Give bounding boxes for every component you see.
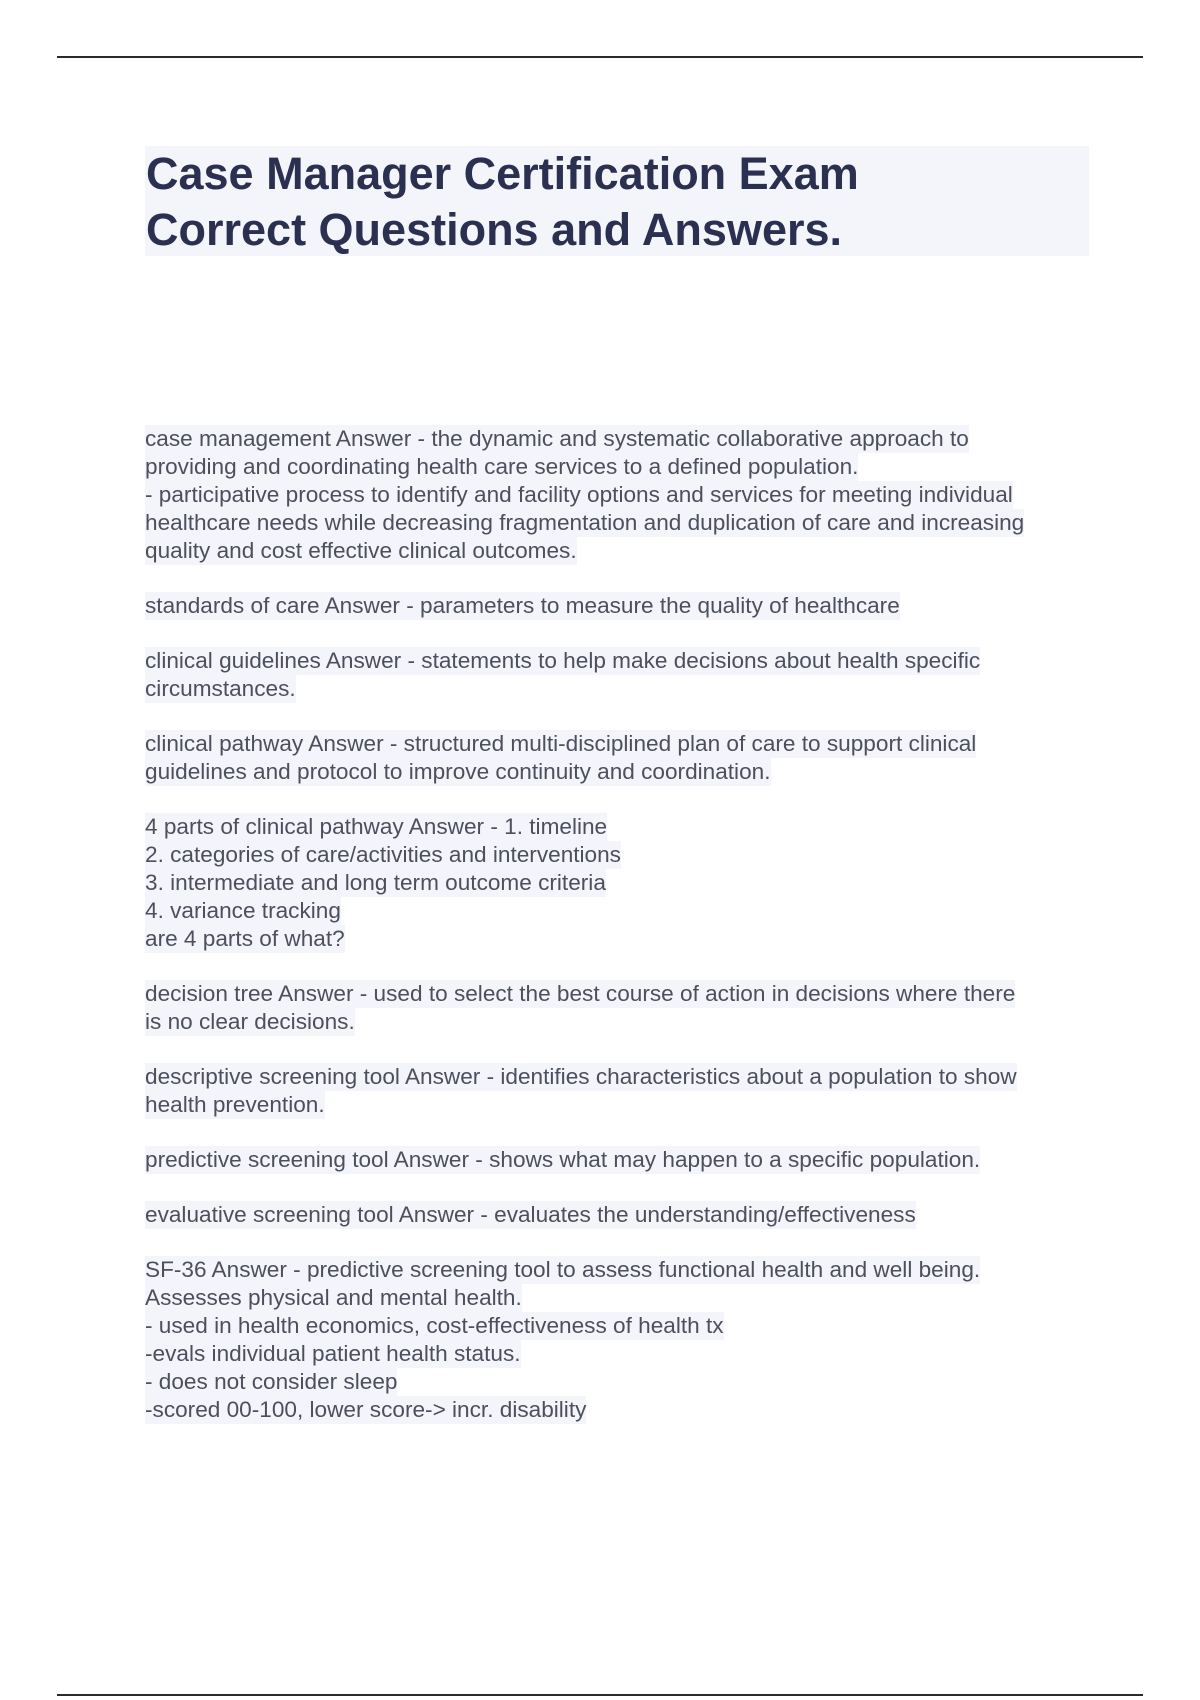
qa-line: are 4 parts of what? <box>145 926 345 951</box>
qa-line: circumstances. <box>145 676 296 701</box>
qa-line: evaluative screening tool Answer - evaluates the understanding/effectiveness <box>145 1202 916 1227</box>
qa-line: is no clear decisions. <box>145 1009 355 1034</box>
qa-line: clinical guidelines Answer - statements to help make decisions about health specific <box>145 648 981 673</box>
qa-line: -evals individual patient health status. <box>145 1341 521 1366</box>
qa-entry <box>145 980 1095 1036</box>
qa-entry <box>145 730 1095 786</box>
document-title <box>146 146 1086 258</box>
qa-line: providing and coordinating health care services to a defined population. <box>145 454 859 479</box>
header-rule <box>57 56 1143 58</box>
qa-entry <box>145 1146 1095 1174</box>
qa-line: healthcare needs while decreasing fragmentation and duplication of care and increasing <box>145 510 1025 535</box>
qa-line: quality and cost effective clinical outcomes. <box>145 538 577 563</box>
qa-list <box>145 425 1095 1451</box>
qa-line: - used in health economics, cost-effectiveness of health tx <box>145 1313 724 1338</box>
qa-line: - participative process to identify and facility options and services for meeting individual <box>145 482 1013 507</box>
qa-line: 2. categories of care/activities and interventions <box>145 842 621 867</box>
qa-entry <box>145 813 1095 953</box>
qa-line: -scored 00-100, lower score-> incr. disability <box>145 1397 587 1422</box>
qa-line: case management Answer - the dynamic and systematic collaborative approach to <box>145 426 969 451</box>
qa-line: decision tree Answer - used to select the best course of action in decisions where there <box>145 981 1016 1006</box>
title-line-1: Case Manager Certification Exam <box>146 148 859 199</box>
qa-line: clinical pathway Answer - structured multi-disciplined plan of care to support clinical <box>145 731 977 756</box>
title-line-2: Correct Questions and Answers. <box>146 204 843 255</box>
qa-line: Assesses physical and mental health. <box>145 1285 522 1310</box>
qa-entry <box>145 1256 1095 1424</box>
footer-rule <box>57 1694 1143 1696</box>
qa-line: predictive screening tool Answer - shows what may happen to a specific population. <box>145 1147 981 1172</box>
qa-line: descriptive screening tool Answer - identifies characteristics about a population to show <box>145 1064 1017 1089</box>
qa-line: health prevention. <box>145 1092 325 1117</box>
qa-entry <box>145 1201 1095 1229</box>
qa-line: standards of care Answer - parameters to measure the quality of healthcare <box>145 593 900 618</box>
qa-entry <box>145 647 1095 703</box>
qa-line: 4 parts of clinical pathway Answer - 1. timeline <box>145 814 608 839</box>
qa-line: guidelines and protocol to improve continuity and coordination. <box>145 759 771 784</box>
qa-line: 4. variance tracking <box>145 898 341 923</box>
qa-line: 3. intermediate and long term outcome criteria <box>145 870 606 895</box>
qa-entry <box>145 425 1095 565</box>
qa-entry <box>145 1063 1095 1119</box>
qa-entry <box>145 592 1095 620</box>
qa-line: - does not consider sleep <box>145 1369 398 1394</box>
qa-line: SF-36 Answer - predictive screening tool to assess functional health and well being. <box>145 1257 981 1282</box>
